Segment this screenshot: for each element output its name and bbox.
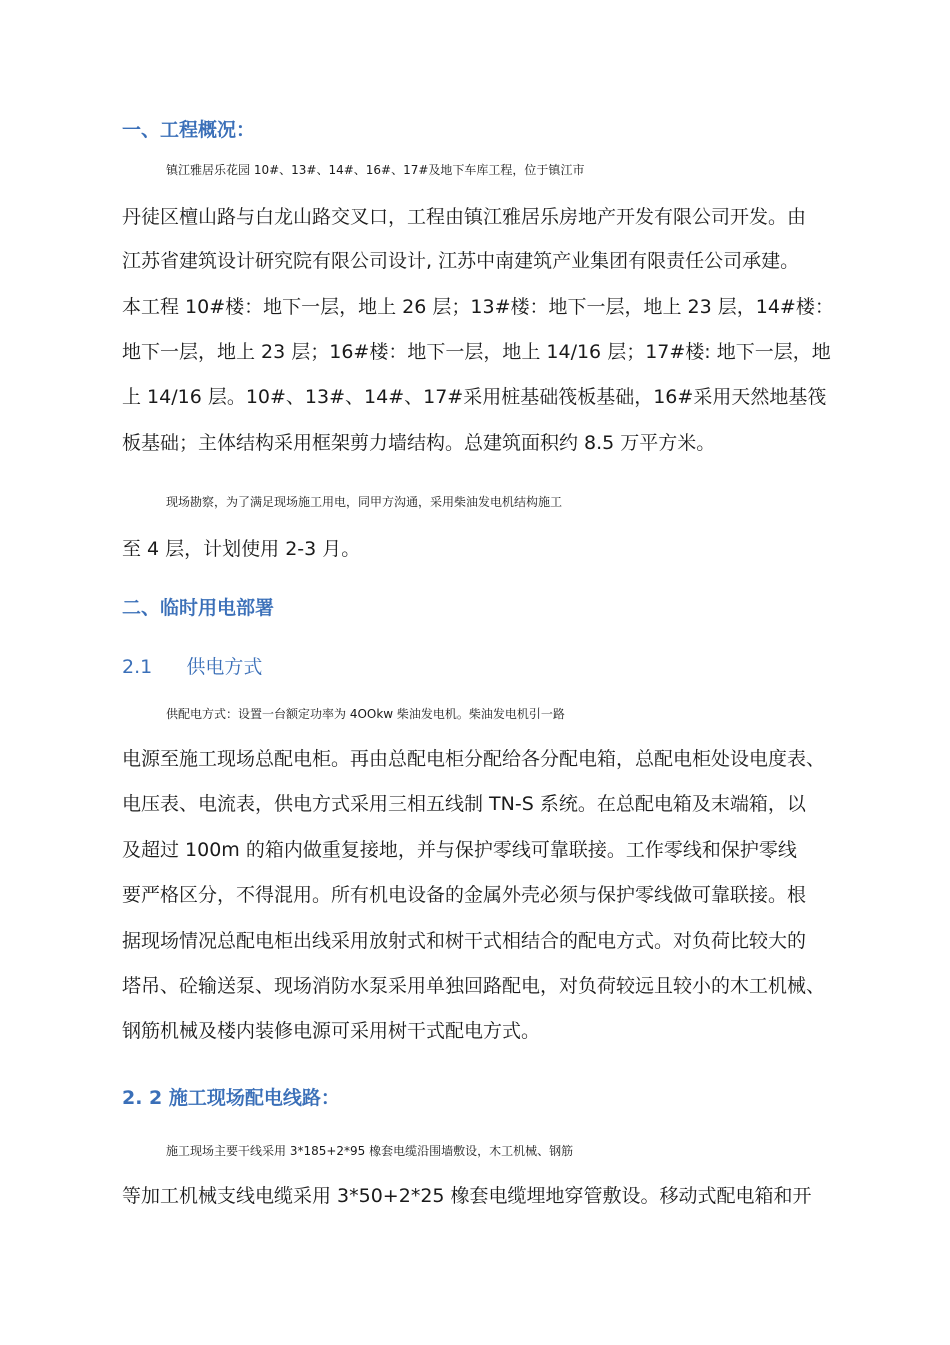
subsection-2-1-para-line: 及超过 100m 的箱内做重复接地，并与保护零线可靠联接。工作零线和保护零线	[122, 839, 797, 861]
section-1-para-2-line: 至 4 层，计划使用 2-3 月。	[122, 538, 361, 560]
subsection-2-1-para-line: 据现场情况总配电柜出线采用放射式和树干式相结合的配电方式。对负荷比较大的	[122, 930, 807, 952]
section-1-para-1-line: 板基础；主体结构采用框架剪力墙结构。总建筑面积约 8.5 万平方米。	[122, 432, 716, 454]
subsection-2-1-para-line: 电源至施工现场总配电柜。再由总配电柜分配给各分配电箱，总配电柜处设电度表、	[122, 748, 826, 770]
subsection-2-1-title: 供电方式	[186, 656, 263, 678]
subsection-2-1-para-line: 供配电方式：设置一台额定功率为 4OOkw 柴油发电机。柴油发电机引一路	[166, 707, 565, 721]
section-1-para-1-line: 本工程 10#楼：地下一层，地上 26 层；13#楼：地下一层，地上 23 层，14#楼：	[122, 296, 834, 318]
section-1-para-1-line: 地下一层，地上 23 层；16#楼：地下一层，地上 14/16 层；17#楼: 地下一层，地	[122, 341, 831, 363]
section-1-para-1-line: 江苏省建筑设计研究院有限公司设计, 江苏中南建筑产业集团有限责任公司承建。	[122, 250, 800, 272]
section-1-heading: 一、工程概况：	[122, 119, 256, 141]
subsection-2-1-number: 2.1	[122, 656, 153, 678]
section-1-para-1-line: 丹徒区檀山路与白龙山路交叉口，工程由镇江雅居乐房地产开发有限公司开发。由	[122, 206, 807, 228]
subsection-2-1-para-line: 钢筋机械及楼内装修电源可采用树干式配电方式。	[122, 1020, 541, 1042]
section-1-para-1-line: 镇江雅居乐花园 10#、13#、14#、16#、17#及地下车库工程，位于镇江市	[166, 163, 585, 177]
subsection-2-1-para-line: 电压表、电流表，供电方式采用三相五线制 TN-S 系统。在总配电箱及末端箱，以	[122, 793, 806, 815]
subsection-2-1-para-line: 要严格区分，不得混用。所有机电设备的金属外壳必须与保护零线做可靠联接。根	[122, 884, 807, 906]
section-2-heading: 二、临时用电部署	[122, 597, 275, 619]
subsection-2-2-para-line: 施工现场主要干线采用 3*185+2*95 橡套电缆沿围墙敷设，木工机械、钢筋	[166, 1144, 574, 1158]
section-1-para-1-line: 上 14/16 层。10#、13#、14#、17#采用桩基础筏板基础，16#采用天然地基筏	[122, 386, 827, 408]
subsection-2-2-para-line: 等加工机械支线电缆采用 3*50+2*25 橡套电缆埋地穿管敷设。移动式配电箱和开	[122, 1185, 812, 1207]
subsection-2-1-para-line: 塔吊、砼输送泵、现场消防水泵采用单独回路配电，对负荷较远且较小的木工机械、	[122, 975, 826, 997]
subsection-2-1-heading	[122, 655, 262, 679]
subsection-2-2-heading: 2. 2 施工现场配电线路：	[122, 1087, 340, 1109]
section-1-para-2-line: 现场勘察，为了满足现场施工用电，同甲方沟通，采用柴油发电机结构施工	[166, 495, 563, 509]
